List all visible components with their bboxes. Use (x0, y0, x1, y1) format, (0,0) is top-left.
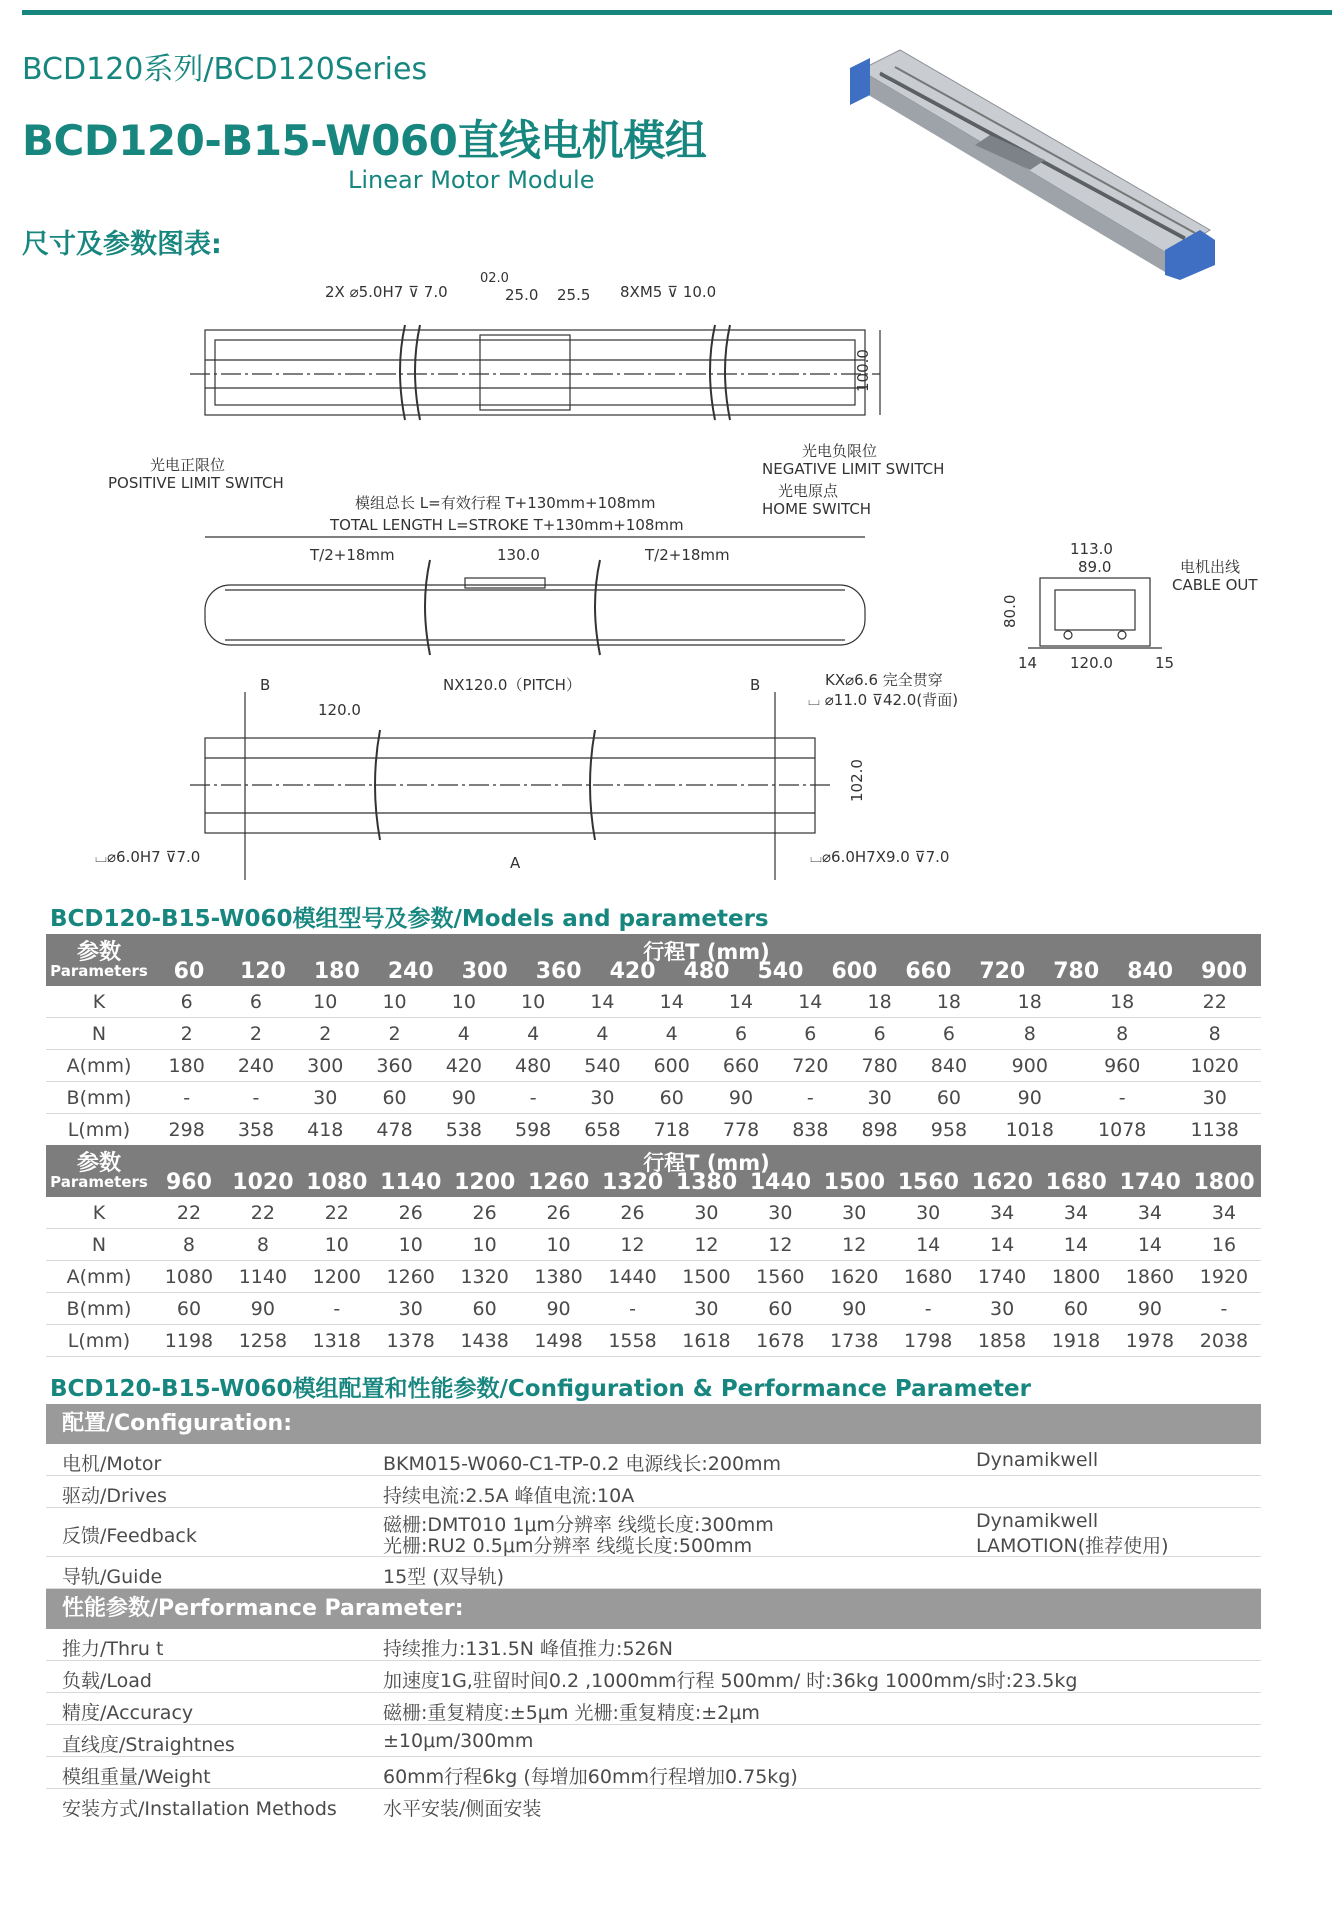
row-label: A(mm) (46, 1261, 152, 1293)
table-cell: 10 (360, 986, 429, 1018)
stroke-value: 1440 (749, 1170, 812, 1195)
perf-row-weight (46, 1757, 1261, 1789)
row-label: A(mm) (46, 1050, 152, 1082)
table-cell: 4 (568, 1018, 637, 1050)
table-cell: 26 (374, 1197, 448, 1229)
feedback-line-2: 光栅:RU2 0.5μm分辨率 线缆长度:500mm (383, 1535, 753, 1557)
table-cell: 8 (1076, 1018, 1168, 1050)
table-cell: 6 (706, 1018, 775, 1050)
table-cell: 10 (300, 1229, 374, 1261)
bottom-view (190, 692, 830, 880)
table-cell: 90 (817, 1293, 891, 1325)
table-cell: 12 (669, 1229, 743, 1261)
parameters-en: Parameters (50, 961, 148, 980)
table-cell: - (498, 1082, 567, 1114)
table-cell: 780 (845, 1050, 914, 1082)
load-value: 加速度1G,驻留时间0.2 ,1000mm行程 500mm/ 时:36kg 1000mm/s时:23.5kg (383, 1670, 1078, 1692)
parameters-en: Parameters (50, 1172, 148, 1191)
table-cell: 840 (914, 1050, 983, 1082)
straightness-value: ±10μm/300mm (383, 1730, 534, 1752)
table-cell: 60 (1039, 1293, 1113, 1325)
guide-value: 15型 (双导轨) (383, 1566, 505, 1588)
dimension-drawing (0, 260, 1333, 880)
install-value: 水平安装/侧面安装 (383, 1798, 542, 1820)
table-cell: 14 (965, 1229, 1039, 1261)
table-cell: 1618 (669, 1325, 743, 1357)
stroke-value: 840 (1127, 959, 1174, 984)
stroke-value: 540 (757, 959, 804, 984)
stroke-value: 60 (173, 959, 205, 984)
table-row (46, 1082, 1261, 1114)
table-cell: 90 (522, 1293, 596, 1325)
table-cell: - (300, 1293, 374, 1325)
table-cell: 60 (448, 1293, 522, 1325)
table-cell: 1798 (891, 1325, 965, 1357)
table-cell: 22 (152, 1197, 226, 1229)
table-cell: 26 (522, 1197, 596, 1229)
kx-note: KX⌀6.6 完全贯穿 (825, 671, 943, 689)
install-label: 安装方式/Installation Methods (62, 1798, 337, 1820)
table-cell: 18 (1076, 986, 1168, 1018)
stroke-value: 1260 (528, 1170, 590, 1195)
table-cell: 1018 (984, 1114, 1076, 1146)
table-cell: 6 (845, 1018, 914, 1050)
dim-102: 102.0 (848, 759, 866, 802)
accuracy-value: 磁栅:重复精度:±5μm 光栅:重复精度:±2μm (383, 1702, 760, 1724)
table-cell: - (1076, 1082, 1168, 1114)
table-cell: 12 (817, 1229, 891, 1261)
table-cell: 960 (1076, 1050, 1168, 1082)
table-cell: 14 (568, 986, 637, 1018)
table-cell: 30 (891, 1197, 965, 1229)
table-cell: 718 (637, 1114, 706, 1146)
feedback-label: 反馈/Feedback (62, 1525, 197, 1547)
table-cell: 1918 (1039, 1325, 1113, 1357)
table-cell: 34 (1187, 1197, 1261, 1229)
table-cell: 30 (845, 1082, 914, 1114)
stroke-value: 1800 (1193, 1170, 1255, 1195)
stroke-value: 1500 (823, 1170, 886, 1195)
table-cell: 2038 (1187, 1325, 1261, 1357)
stroke-value: 180 (313, 959, 360, 984)
total-length-en: TOTAL LENGTH L=STROKE T+130mm+108mm (330, 516, 684, 534)
table-cell: 30 (965, 1293, 1039, 1325)
performance-band: 性能参数/Performance Parameter: (46, 1589, 1261, 1629)
stroke-value: 120 (239, 959, 286, 984)
table-cell: 1678 (743, 1325, 817, 1357)
table-cell: 778 (706, 1114, 775, 1146)
feedback-line-1: 磁栅:DMT010 1μm分辨率 线缆长度:300mm (383, 1514, 774, 1536)
table-cell: 8 (984, 1018, 1076, 1050)
table-cell: 418 (291, 1114, 360, 1146)
table-cell: 1558 (596, 1325, 670, 1357)
table-cell: 480 (498, 1050, 567, 1082)
perf-row-install (46, 1789, 1261, 1820)
table-cell: 1320 (448, 1261, 522, 1293)
motor-label: 电机/Motor (62, 1453, 162, 1475)
table-row (46, 1197, 1261, 1229)
drives-label: 驱动/Drives (62, 1485, 167, 1507)
dim-120-pitch: 120.0 (318, 701, 361, 719)
table-row (46, 1325, 1261, 1357)
table-cell: 8 (226, 1229, 300, 1261)
stroke-value: 1560 (897, 1170, 959, 1195)
table-cell: 30 (1168, 1082, 1261, 1114)
table-cell: 1860 (1113, 1261, 1187, 1293)
weight-label: 模组重量/Weight (62, 1766, 211, 1788)
cable-out-cn: 电机出线 (1180, 558, 1241, 576)
table-cell: 1200 (300, 1261, 374, 1293)
table-cell: 14 (891, 1229, 965, 1261)
table-cell: 1378 (374, 1325, 448, 1357)
table-cell: 18 (914, 986, 983, 1018)
table-cell: 360 (360, 1050, 429, 1082)
table-cell: 1858 (965, 1325, 1039, 1357)
guide-label: 导轨/Guide (62, 1566, 163, 1588)
table-cell: - (1187, 1293, 1261, 1325)
drives-value: 持续电流:2.5A 峰值电流:10A (383, 1485, 635, 1507)
table-cell: 1438 (448, 1325, 522, 1357)
row-label: B(mm) (46, 1082, 152, 1114)
table-cell: 1020 (1168, 1050, 1261, 1082)
row-label: L(mm) (46, 1114, 152, 1146)
table-cell: 478 (360, 1114, 429, 1146)
table-cell: 4 (498, 1018, 567, 1050)
parameters-cn: 参数 (76, 939, 121, 965)
dim-130: 130.0 (497, 546, 540, 564)
table-cell: 1440 (596, 1261, 670, 1293)
table-cell: 1500 (669, 1261, 743, 1293)
table-cell: 30 (669, 1197, 743, 1229)
table-cell: 6 (221, 986, 290, 1018)
dim-b-left: B (260, 676, 271, 694)
dim-120-end: 120.0 (1070, 654, 1113, 672)
perf-row-thrust (46, 1629, 1261, 1661)
table-cell: - (776, 1082, 845, 1114)
table-cell: 4 (637, 1018, 706, 1050)
table-row (46, 1229, 1261, 1261)
table-cell: 1680 (891, 1261, 965, 1293)
table-cell: 1318 (300, 1325, 374, 1357)
table-cell: 16 (1187, 1229, 1261, 1261)
table-cell: 2 (291, 1018, 360, 1050)
table-cell: 14 (1039, 1229, 1113, 1261)
table-cell: 298 (152, 1114, 221, 1146)
config-row-motor (46, 1444, 1261, 1476)
table-cell: 1620 (817, 1261, 891, 1293)
stroke-value: 600 (831, 959, 878, 984)
table-cell: 18 (984, 986, 1076, 1018)
table-cell: 600 (637, 1050, 706, 1082)
table-cell: 34 (1039, 1197, 1113, 1229)
dim-14: 14 (1018, 654, 1038, 672)
table-cell: 90 (226, 1293, 300, 1325)
table-cell: 34 (1113, 1197, 1187, 1229)
table-cell: 538 (429, 1114, 498, 1146)
row-label: L(mm) (46, 1325, 152, 1357)
table-cell: 1198 (152, 1325, 226, 1357)
dim-25b: 25.5 (557, 286, 591, 304)
table-cell: 30 (743, 1197, 817, 1229)
table-cell: 10 (498, 986, 567, 1018)
table-cell: 90 (984, 1082, 1076, 1114)
dim-t2-right: T/2+18mm (645, 546, 730, 564)
total-length-cn: 模组总长 L=有效行程 T+130mm+108mm (355, 494, 656, 512)
table-cell: - (152, 1082, 221, 1114)
models-table-1 (46, 934, 1261, 1146)
dim-t2-left: T/2+18mm (310, 546, 395, 564)
config-row-feedback (46, 1508, 1261, 1557)
dim-15: 15 (1155, 654, 1175, 672)
table-cell: 14 (637, 986, 706, 1018)
table-cell: 720 (776, 1050, 845, 1082)
table-row (46, 1293, 1261, 1325)
table-cell: 900 (984, 1050, 1076, 1082)
dim-113: 113.0 (1070, 540, 1113, 558)
row-label: K (46, 986, 152, 1018)
table-cell: 1258 (226, 1325, 300, 1357)
table-cell: 180 (152, 1050, 221, 1082)
table-cell: 30 (568, 1082, 637, 1114)
table-cell: 6 (152, 986, 221, 1018)
stroke-title: 行程T (mm) (643, 1151, 770, 1175)
table-cell: 1380 (522, 1261, 596, 1293)
table-cell: 60 (914, 1082, 983, 1114)
table-cell: 1560 (743, 1261, 817, 1293)
stroke-value: 720 (979, 959, 1026, 984)
stroke-value: 480 (683, 959, 730, 984)
row-label: N (46, 1018, 152, 1050)
stroke-value: 780 (1053, 959, 1100, 984)
stroke-value: 1020 (232, 1170, 294, 1195)
neg-limit-en: NEGATIVE LIMIT SWITCH (762, 460, 945, 478)
stroke-value: 1620 (971, 1170, 1033, 1195)
table-cell: 10 (448, 1229, 522, 1261)
stroke-value: 1680 (1045, 1170, 1107, 1195)
kx-note-2: ⌴ ⌀11.0 ⊽42.0(背面) (808, 691, 959, 709)
table-cell: - (596, 1293, 670, 1325)
row-label: K (46, 1197, 152, 1229)
config-row-drives (46, 1476, 1261, 1508)
table-cell: 898 (845, 1114, 914, 1146)
table-row (46, 1018, 1261, 1050)
table-cell: 30 (291, 1082, 360, 1114)
config-row-guide (46, 1557, 1261, 1589)
table-cell: 60 (152, 1293, 226, 1325)
feedback-brand-2: LAMOTION(推荐使用) (976, 1535, 1169, 1557)
table-cell: 6 (776, 1018, 845, 1050)
cable-out-en: CABLE OUT (1172, 576, 1258, 594)
table-cell: 1920 (1187, 1261, 1261, 1293)
parameters-cn: 参数 (76, 1150, 121, 1176)
table-cell: 90 (706, 1082, 775, 1114)
dim-80: 80.0 (1001, 594, 1019, 628)
feedback-brand-1: Dynamikwell (976, 1510, 1099, 1532)
table-cell: 1260 (374, 1261, 448, 1293)
table-cell: 420 (429, 1050, 498, 1082)
table-cell: 300 (291, 1050, 360, 1082)
parameters-header (46, 1145, 152, 1197)
table-cell: 12 (596, 1229, 670, 1261)
table-cell: 90 (429, 1082, 498, 1114)
stroke-value: 660 (905, 959, 952, 984)
table-cell: 598 (498, 1114, 567, 1146)
hole-note-1: 2X ⌀5.0H7 ⊽ 7.0 (325, 283, 448, 301)
top-view (190, 325, 880, 420)
table-cell: 18 (845, 986, 914, 1018)
table-cell: 26 (448, 1197, 522, 1229)
table-cell: 10 (429, 986, 498, 1018)
table-cell: 6 (914, 1018, 983, 1050)
table-cell: 22 (300, 1197, 374, 1229)
table-cell: 90 (1113, 1293, 1187, 1325)
table-row (46, 1114, 1261, 1146)
config-section-title: BCD120-B15-W060模组配置和性能参数/Configuration & Performance Parameter (50, 1376, 1031, 1402)
stroke-title: 行程T (mm) (643, 940, 770, 964)
stroke-value: 360 (535, 959, 582, 984)
table-cell: 2 (152, 1018, 221, 1050)
table-cell: 8 (1168, 1018, 1261, 1050)
stroke-value: 900 (1201, 959, 1248, 984)
neg-limit-cn: 光电负限位 (802, 442, 878, 460)
table-cell: 30 (817, 1197, 891, 1229)
table-cell: 30 (374, 1293, 448, 1325)
table-row (46, 986, 1261, 1018)
table-cell: 1740 (965, 1261, 1039, 1293)
row-label: N (46, 1229, 152, 1261)
dim-02: 02.0 (480, 271, 509, 286)
motor-brand: Dynamikwell (976, 1449, 1099, 1471)
home-cn: 光电原点 (778, 482, 839, 500)
table-cell: 10 (374, 1229, 448, 1261)
stroke-value: 420 (609, 959, 656, 984)
table-cell: 14 (776, 986, 845, 1018)
table-cell: 34 (965, 1197, 1039, 1229)
table-cell: 30 (669, 1293, 743, 1325)
table-cell: 14 (1113, 1229, 1187, 1261)
table-cell: 22 (1168, 986, 1261, 1018)
end-view (1028, 578, 1162, 648)
product-image (840, 40, 1230, 280)
table-cell: - (221, 1082, 290, 1114)
stroke-value: 1380 (675, 1170, 738, 1195)
table-cell: 10 (291, 986, 360, 1018)
table-cell: 60 (360, 1082, 429, 1114)
stroke-value: 240 (387, 959, 434, 984)
perf-row-load (46, 1661, 1261, 1693)
table-cell: 660 (706, 1050, 775, 1082)
table-cell: 10 (522, 1229, 596, 1261)
stroke-value: 300 (461, 959, 508, 984)
stroke-value: 1200 (454, 1170, 516, 1195)
table-cell: 8 (152, 1229, 226, 1261)
table-cell: 1078 (1076, 1114, 1168, 1146)
table-cell: 22 (226, 1197, 300, 1229)
page-subtitle: Linear Motor Module (348, 166, 595, 194)
page-title: BCD120-B15-W060直线电机模组 (22, 116, 707, 165)
perf-row-straightness (46, 1725, 1261, 1757)
stroke-value: 1080 (306, 1170, 368, 1195)
dim-b-right: B (750, 676, 761, 694)
stroke-header (152, 1145, 1261, 1197)
table-cell: 12 (743, 1229, 817, 1261)
table-cell: - (891, 1293, 965, 1325)
perf-row-accuracy (46, 1693, 1261, 1725)
motor-value: BKM015-W060-C1-TP-0.2 电源线长:200mm (383, 1453, 782, 1475)
dim-89: 89.0 (1078, 558, 1112, 576)
hole-note-left: ⌴⌀6.0H7 ⊽7.0 (95, 848, 201, 866)
thrust-value: 持续推力:131.5N 峰值推力:526N (383, 1638, 673, 1660)
table-cell: 658 (568, 1114, 637, 1146)
home-en: HOME SWITCH (762, 500, 872, 518)
weight-value: 60mm行程6kg (每增加60mm行程增加0.75kg) (383, 1766, 798, 1788)
pos-limit-cn: 光电正限位 (150, 456, 226, 474)
table-cell: 1140 (226, 1261, 300, 1293)
screw-note: 8XM5 ⊽ 10.0 (620, 283, 717, 301)
stroke-value: 1140 (380, 1170, 442, 1195)
top-accent-bar (22, 10, 1332, 15)
table-cell: 60 (743, 1293, 817, 1325)
table-cell: 1138 (1168, 1114, 1261, 1146)
models-table-2 (46, 1145, 1261, 1357)
dim-25a: 25.0 (505, 286, 539, 304)
table-cell: 1498 (522, 1325, 596, 1357)
row-label: B(mm) (46, 1293, 152, 1325)
accuracy-label: 精度/Accuracy (62, 1702, 194, 1724)
parameters-header (46, 934, 152, 986)
table-cell: 540 (568, 1050, 637, 1082)
table-cell: 1080 (152, 1261, 226, 1293)
table-cell: 2 (221, 1018, 290, 1050)
table-cell: 26 (596, 1197, 670, 1229)
table-cell: 14 (706, 986, 775, 1018)
series-label: BCD120系列/BCD120Series (22, 52, 428, 87)
table-cell: 1738 (817, 1325, 891, 1357)
table-cell: 838 (776, 1114, 845, 1146)
table-cell: 2 (360, 1018, 429, 1050)
config-band: 配置/Configuration: (46, 1404, 1261, 1444)
thrust-label: 推力/Thru t (62, 1638, 164, 1660)
table-cell: 240 (221, 1050, 290, 1082)
stroke-value: 960 (166, 1170, 212, 1195)
stroke-header (152, 934, 1261, 986)
config-table (46, 1404, 1261, 1820)
table-cell: 358 (221, 1114, 290, 1146)
dim-a: A (510, 854, 521, 872)
table-cell: 60 (637, 1082, 706, 1114)
models-section-title: BCD120-B15-W060模组型号及参数/Models and parameters (50, 906, 769, 932)
table-cell: 1800 (1039, 1261, 1113, 1293)
table-cell: 4 (429, 1018, 498, 1050)
table-row (46, 1261, 1261, 1293)
table-cell: 958 (914, 1114, 983, 1146)
straightness-label: 直线度/Straightnes (62, 1734, 235, 1756)
pitch-label: NX120.0（PITCH） (443, 676, 581, 694)
table-row (46, 1050, 1261, 1082)
dimension-section-title: 尺寸及参数图表: (22, 229, 222, 260)
stroke-value: 1320 (601, 1170, 664, 1195)
table-cell: 1978 (1113, 1325, 1187, 1357)
dim-100: 100.0 (854, 349, 872, 392)
hole-note-right: ⌴⌀6.0H7X9.0 ⊽7.0 (810, 848, 950, 866)
stroke-value: 1740 (1119, 1170, 1181, 1195)
pos-limit-en: POSITIVE LIMIT SWITCH (108, 474, 284, 492)
load-label: 负载/Load (62, 1670, 152, 1692)
